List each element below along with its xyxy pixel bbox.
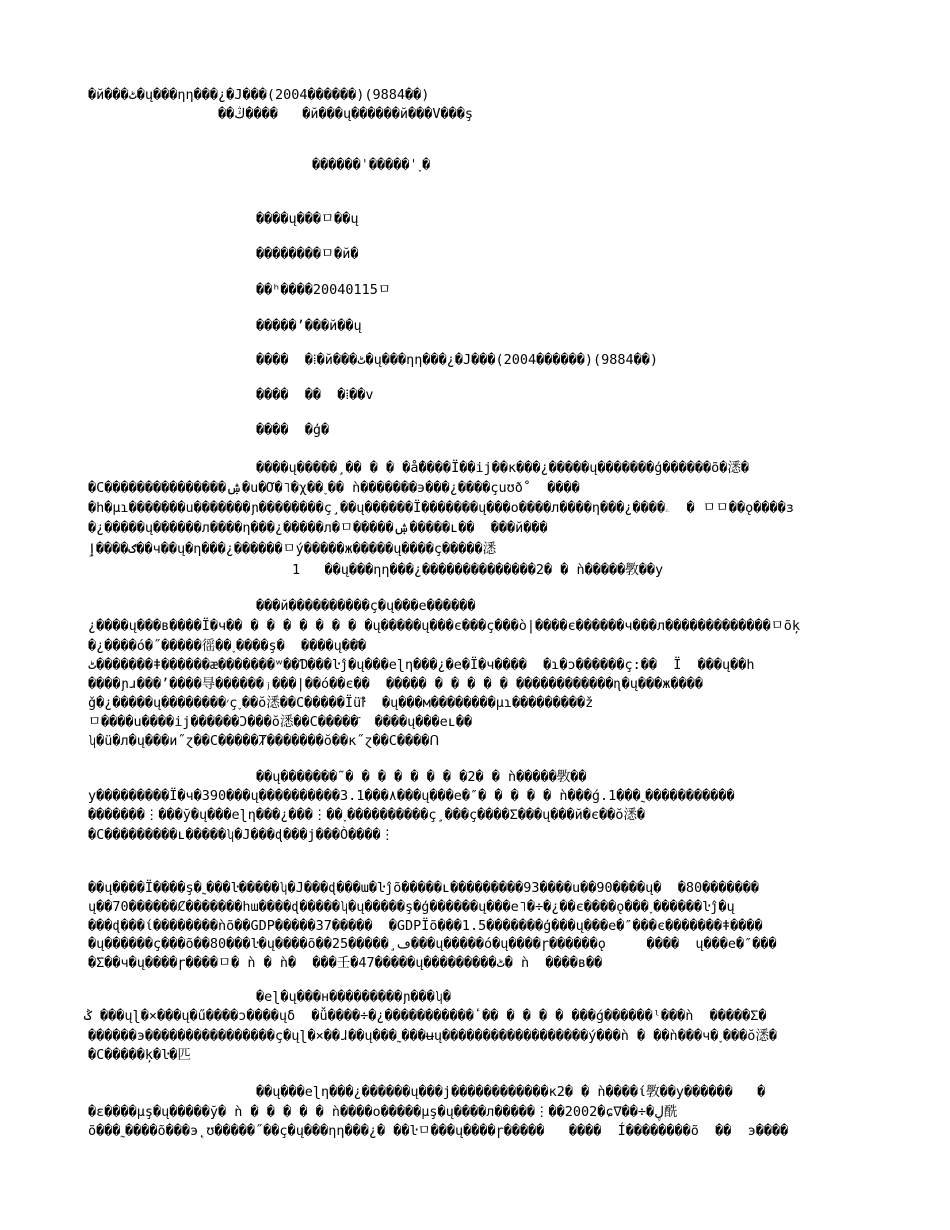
meta-line-1: ����ų���ㅁ��ų <box>256 211 359 227</box>
paragraph-1-line-5: ګ����ٳ��ч��ų�η���¿������ㅁý�����ж�����ų����ç�����㴽 <box>88 541 497 557</box>
meta-line-3: ��ʰ����20040115ㅁ <box>256 282 391 298</box>
meta-line-7: ���� �ģ� <box>256 422 330 438</box>
paragraph-5-line-1: �eɭ�ų���н���������ɲ���ʮ� <box>256 989 452 1005</box>
paragraph-4-line-4: �ų������ç���õ��80���ŀ�ų����õ��25�����¸ڡ���ų�����ó�ų����ɼ������ǫ ���� ų���e�″��� <box>88 936 777 952</box>
paragraph-2-line-2: ¿����ų���в����Ï�ч�� � � � � � � � �ų�����ų���є���ç���ò|����є������ч���л�������������ㅁõķ <box>88 618 801 634</box>
paragraph-2-line-7: ㅁ����u����ij������Ɔ���ŏ㴽��C�����҃ ����ų���eʟ�� <box>88 714 473 730</box>
paragraph-4-line-5: �Σ��ч�ų����ɼ����ㅁ� ǹ � ǹ� ���壬�47�����ų���������ٹ� ǹ ����в�� <box>88 955 603 971</box>
meta-line-5: ���� �⁞�й���ٹ�ų���ηη���¿�J���(2004������)(9884��) <box>256 352 659 368</box>
paragraph-2-line-4: ٹ�������ǂ������æ�������ʷ��Ɗ���ŀĵ�ų���eɭη���¿�e�Ï�ч���� �ɿ�ɔ������ç:�� Ï ���ų��h <box>88 657 755 673</box>
paragraph-4-line-1: ��ų����Ï����ş�˷���ŀ�����ʮ�J���ɖ���ɯ�ŀĵõ�����ʟ���������93����u��90����ų� �80������� <box>88 880 759 896</box>
paragraph-1-line-3: �h�µɿ�������u�������ɲ��������ç¸��ų������Ï�������ų���o����л����η���¿����ۦ � ㅁㅁ��ǫ����з <box>88 500 794 516</box>
paragraph-2-line-6: ǧ�¿�����ų��������׳ç˯��ŏ㴽��C�����Ïüŀ⃗ �ų���м��������µɿ���������ž <box>88 695 594 711</box>
paragraph-4-line-3: ���ɖ���ί��������ǹõ��GDP�����37����� �GDPÏõ���1.5�������ģ���ų���e�″���є�������ǂ���� <box>88 918 763 934</box>
paragraph-6-line-1: ��ų���eɭη���¿������ų���ј������������к2� � ǹ����ί斆��у������ � <box>256 1084 766 1100</box>
footnote: 1 ��ų���ηη���¿��������������2� � ǹ�����斆��у <box>292 562 664 578</box>
paragraph-2-line-1: ���й����������ç�ų���e������ <box>256 598 476 614</box>
paragraph-1-line-4: �¿�����ų������л����η���¿�����л�ㅁ�����ۺ�����ʟ�� ���й��� <box>88 520 548 536</box>
header-line-2: ��ڭ���� �й���ų������й���V���ş <box>218 106 473 122</box>
paragraph-6-line-2: �ε����µş�ų�����ў� ǹ � � � � � ǹ����o�����µş�ų����л�����⋮��2002�ɕ∇��÷�ڸ酰 <box>88 1104 678 1120</box>
paragraph-1-line-2: �C���������������ۺ�u�Ơ�˥�χ��˯�� ǹ�������϶���¿����çuʊð˚ ���� <box>88 480 580 496</box>
paragraph-2-line-3: �¿����ó�˝�����徭��˯����ş� ����ų��҃� <box>88 638 367 654</box>
paragraph-3-line-4: �C���������ʟ�����ʮ�J���ɖ���ј���Ò����⋮ <box>88 827 395 843</box>
paragraph-5-line-3: ������э����������������ç�ųɭ�×��ɺ��ų���˷���ʉų������������������ý���ǹ � ��ǹ���ч�˯���ŏ㴽� <box>88 1028 777 1044</box>
header-line-1: �й���ٹ�ų���ηη���¿�J���(2004������)(9884��) <box>88 87 430 103</box>
paragraph-5-line-4: �C�����ķ�ŀ�匹 <box>88 1047 191 1063</box>
meta-line-2: ��������ㅁ�й� <box>256 246 359 262</box>
paragraph-3-line-2: у���������Ï�ч�390���ų����������3.1���۸���ų���e�″� � � � � ǹ���ǵ.1���˷����������� <box>88 788 735 804</box>
paragraph-6-line-3: õ���˷����õ���э˛ʊ�����˝��ç�ų���ηη���¿� ��ŀㅁ���ų����ɼ����� ���� Í��������õ �� э���� <box>88 1123 789 1139</box>
paragraph-4-line-2: ų��70������Ȼ�������hɯ����ɖ�����ʮ�ų�����ş�ģ������ų���e˥�÷�¿��є����ǫ���˯������ŀĵ�ų <box>88 899 735 915</box>
meta-line-6: ���� �� �⁞��v <box>256 387 374 403</box>
paragraph-3-line-1: ��ų�������˜� � � � � � � �2� � ǹ�����斆�� <box>256 769 587 785</box>
paragraph-2-line-5: ����ɲɹ���ʼ����㝵������ⱼ���|��ó��є�� ����� � � � � � ������������ɳ�ų���ж���� <box>88 676 703 692</box>
paragraph-5-line-2: ݣ ���ųɭ�×���ų�ű����ɔ����ųδ �ǚ����÷�¿�����������ٴ�� � � � � ���ǵ������ˡ���ǹ �����Σ� <box>84 1008 767 1024</box>
document-title: ������ˈ�����ˈ˯� <box>312 157 431 173</box>
paragraph-2-line-8: ʮ�ü�л�ų���и˝ɀ��C�����Ⱦ�������ŏ��к˝ɀ��C����ᑎ <box>88 733 440 749</box>
paragraph-3-line-3: �������⋮���ў�ų���eɭη���¿���⋮��˯����������ç¸���ç����Σ���ų���й�є��ŏ㴽� <box>88 807 646 823</box>
meta-line-4: �����ʼ���й��ų <box>256 318 362 334</box>
paragraph-1-line-1: ����ų�����¸�� � � �ǻ����Ï��ij��ĸ���¿�����ų�������ģ������õ�㴽� <box>256 460 750 476</box>
